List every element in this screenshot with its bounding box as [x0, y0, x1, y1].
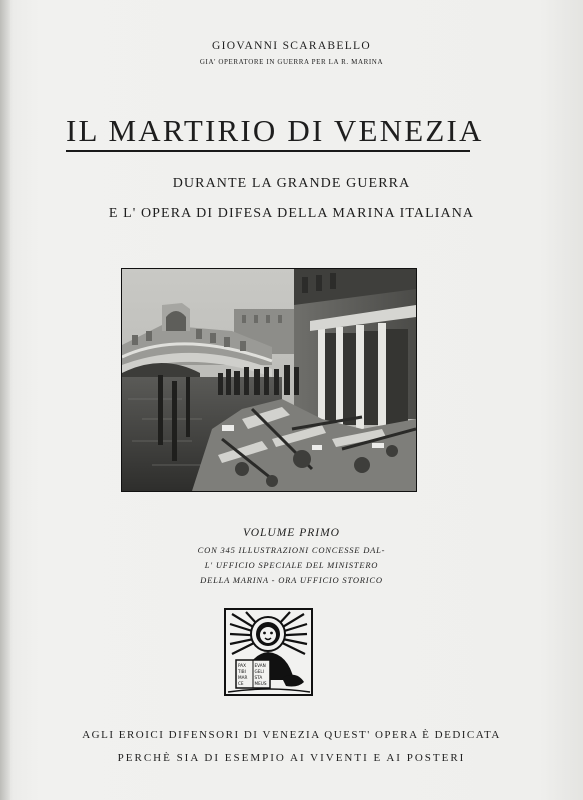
title-underline [66, 150, 470, 152]
illustrations-note-line-2: L' UFFICIO SPECIALE DEL MINISTERO [204, 560, 379, 570]
author-role: GIA' OPERATORE IN GUERRA PER LA R. MARINA [199, 58, 384, 66]
svg-text:MAR: MAR [238, 675, 248, 680]
illustrations-note-line-3: DELLA MARINA - ORA UFFICIO STORICO [200, 575, 383, 585]
svg-text:GELI: GELI [254, 669, 264, 674]
subtitle-line-1: DURANTE LA GRANDE GUERRA [172, 176, 411, 191]
author-name: GIOVANNI SCARABELLO [212, 40, 371, 52]
winged-lion-of-st-mark-icon [224, 608, 313, 696]
page-spine-shadow [0, 0, 10, 800]
svg-text:CE: CE [238, 681, 244, 686]
subtitle-line-2: E L' OPERA DI DIFESA DELLA MARINA ITALIANA [108, 206, 475, 221]
dedication-line-2: PERCHÈ SIA DI ESEMPIO AI VIVENTI E AI POSTERI [117, 752, 466, 764]
svg-text:STA: STA [254, 675, 263, 680]
volume-label: VOLUME PRIMO [243, 527, 340, 539]
svg-text:TIBI: TIBI [238, 669, 246, 674]
svg-text:EVAN: EVAN [254, 663, 266, 668]
svg-text:PAX: PAX [238, 663, 246, 668]
illustrations-note-line-1: CON 345 ILLUSTRAZIONI CONCESSE DAL- [197, 545, 386, 555]
frontispiece-photo [121, 268, 417, 492]
svg-text:MEUS: MEUS [254, 681, 267, 686]
book-title: IL MARTIRIO DI VENEZIA [66, 113, 484, 148]
dedication-line-1: AGLI EROICI DIFENSORI DI VENEZIA QUEST' OPERA È DEDICATA [82, 729, 501, 741]
